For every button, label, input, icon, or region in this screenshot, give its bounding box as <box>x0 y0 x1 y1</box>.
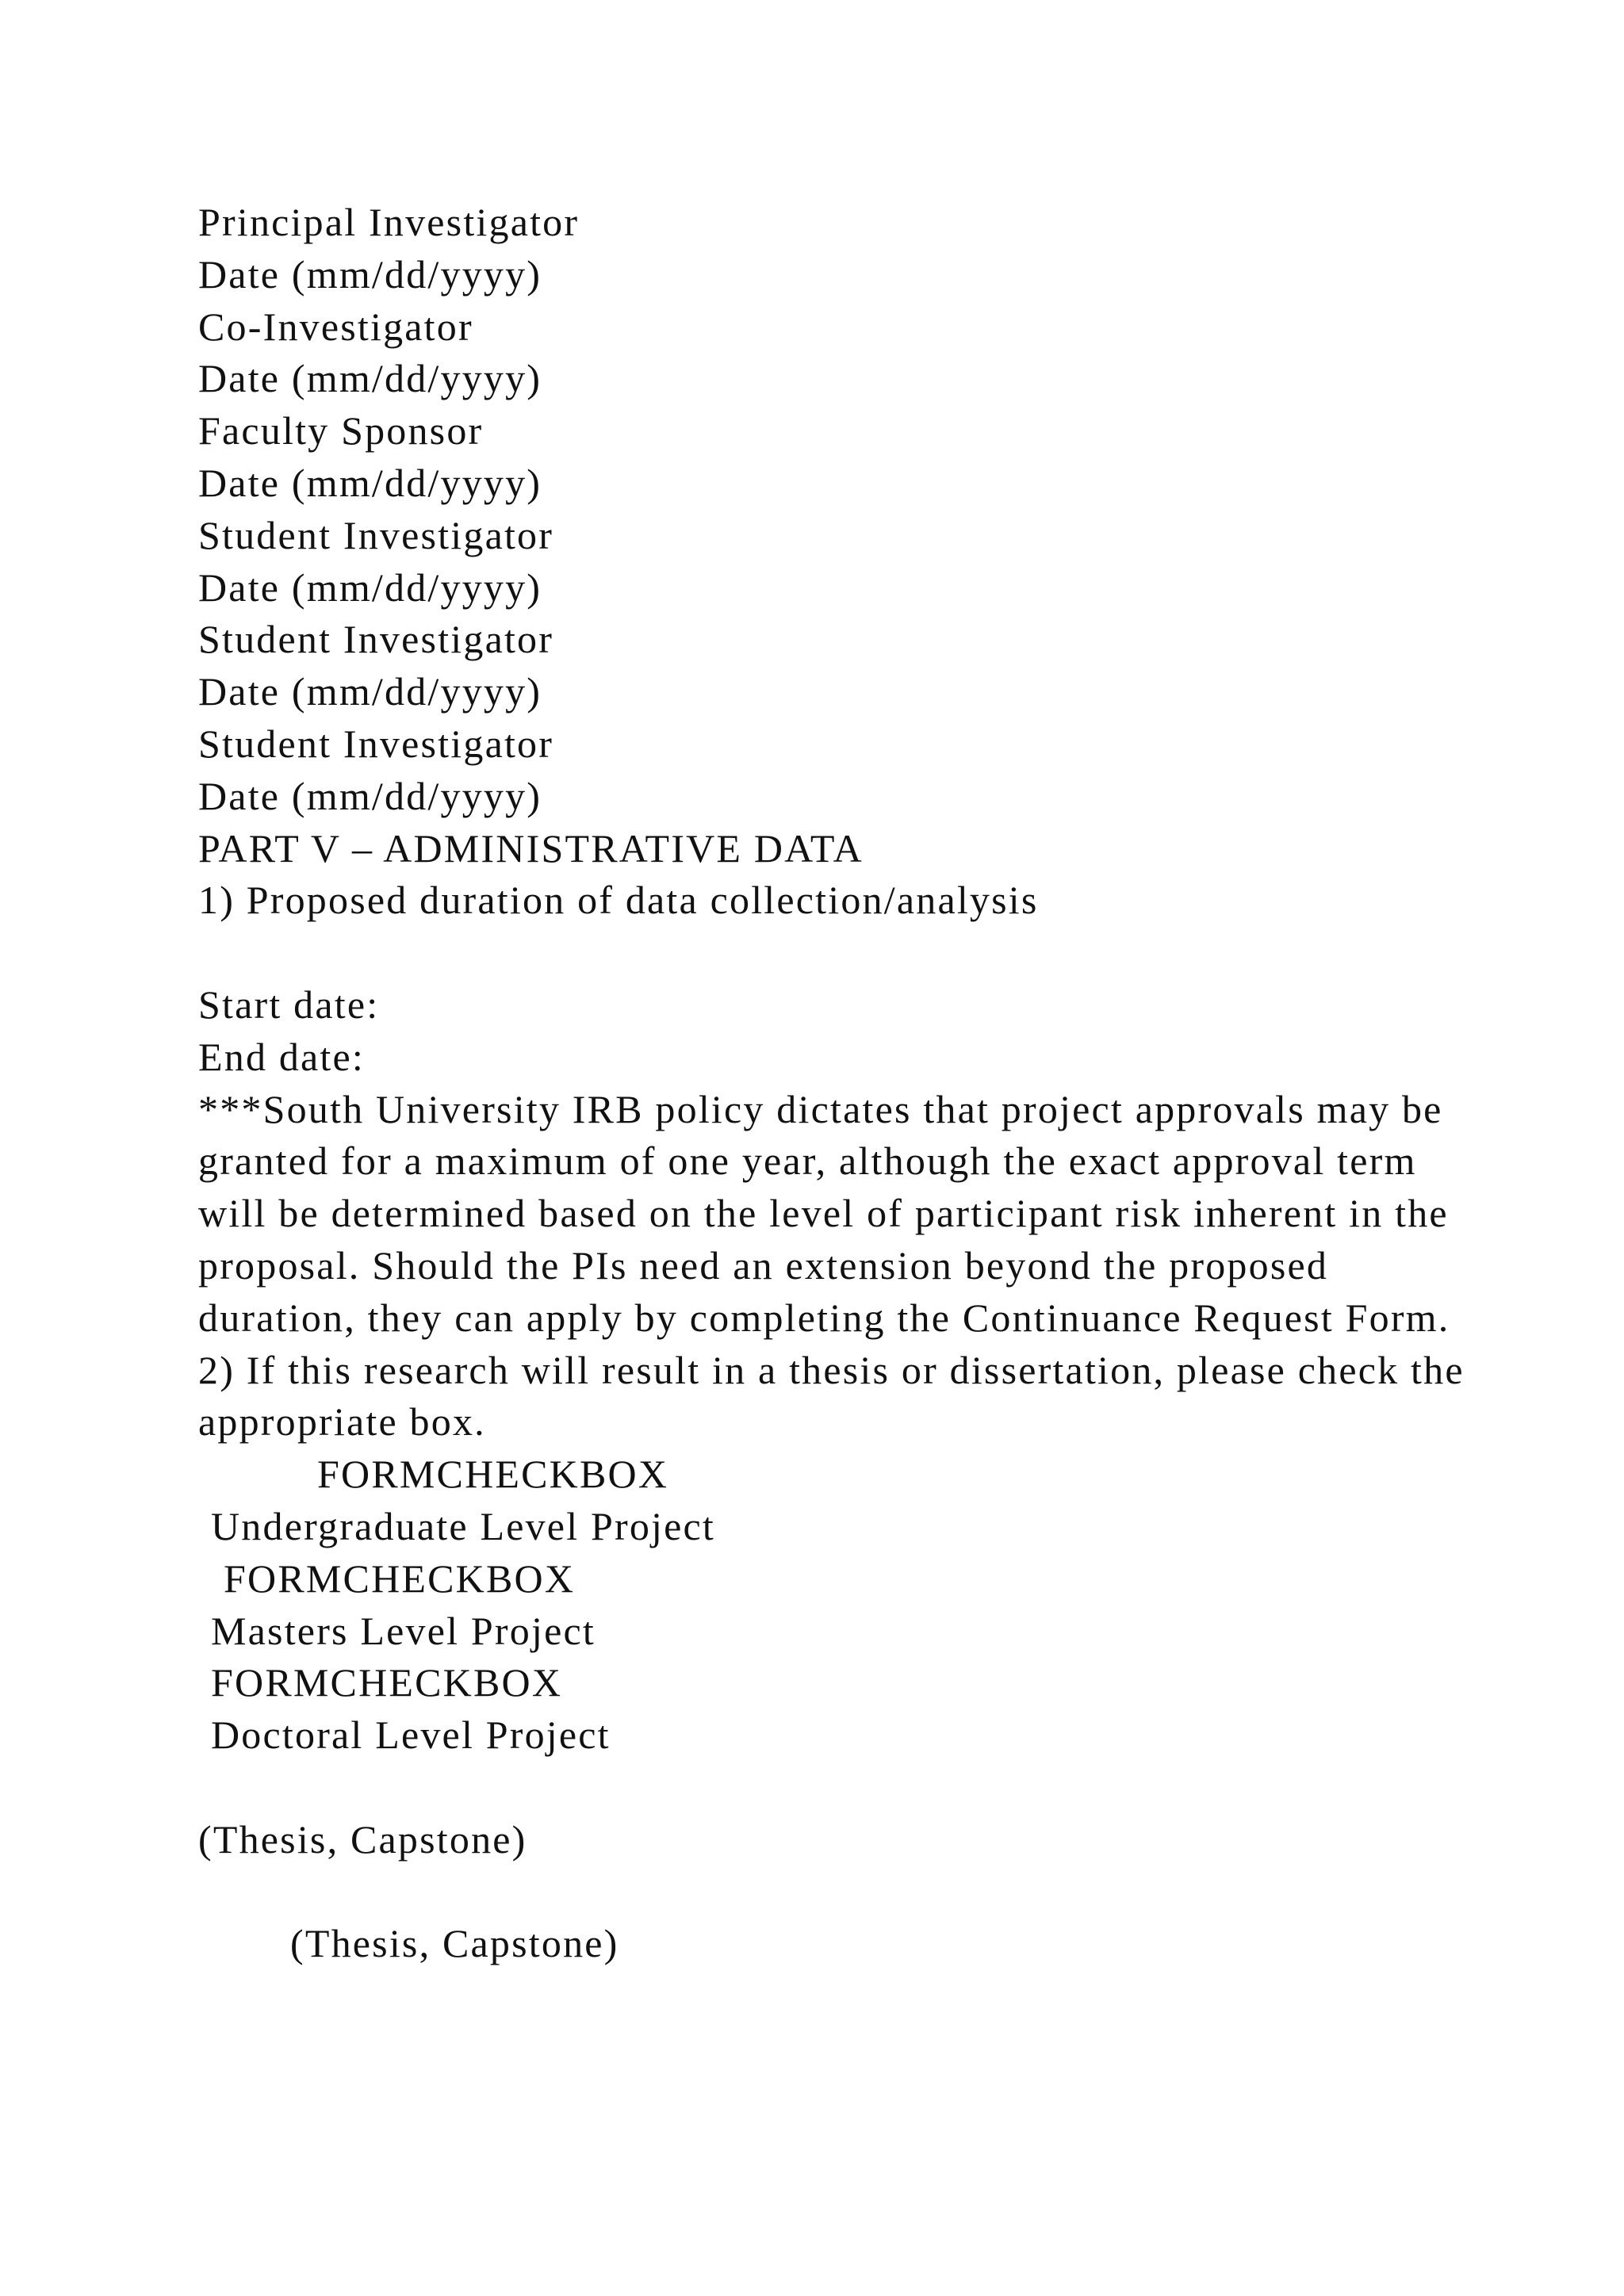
signature-role-student-investigator: Student Investigator <box>198 721 554 766</box>
signature-date-label: Date (mm/dd/yyyy) <box>198 773 542 818</box>
question-duration: 1) Proposed duration of data collection/analysis <box>198 878 1039 923</box>
spacer <box>198 1866 1507 1919</box>
start-date-label: Start date: <box>198 982 380 1027</box>
option-label-masters: Masters Level Project <box>211 1608 596 1653</box>
signature-date-label: Date (mm/dd/yyyy) <box>198 460 542 505</box>
spacer <box>198 927 1507 979</box>
end-date-label: End date: <box>198 1034 366 1079</box>
spacer <box>198 1762 1507 1814</box>
option-label-undergraduate: Undergraduate Level Project <box>211 1503 716 1548</box>
policy-note: ***South University IRB policy dictates that project approvals may be granted for a maximum of one year, although the exact approval term will be determined based on the level of participant risk inherent in the proposal. Should the PIs need an extension beyond the proposed duration, they can apply by completing the Continuance Request Form. <box>198 1086 1450 1340</box>
document-body <box>198 197 1507 1970</box>
checkbox-masters[interactable]: FORMCHECKBOX <box>224 1556 576 1601</box>
signature-date-label: Date (mm/dd/yyyy) <box>198 356 542 401</box>
signature-role-co-investigator: Co-Investigator <box>198 304 473 349</box>
option-label-doctoral: Doctoral Level Project <box>211 1712 611 1758</box>
signature-role-student-investigator: Student Investigator <box>198 512 554 557</box>
signature-date-label: Date (mm/dd/yyyy) <box>198 669 542 714</box>
signature-role-faculty-sponsor: Faculty Sponsor <box>198 408 484 453</box>
checkbox-doctoral[interactable]: FORMCHECKBOX <box>211 1660 563 1705</box>
signature-role-principal-investigator: Principal Investigator <box>198 200 580 244</box>
checkbox-undergraduate[interactable]: FORMCHECKBOX <box>317 1452 669 1497</box>
signature-date-label: Date (mm/dd/yyyy) <box>198 251 542 297</box>
thesis-capstone-note: (Thesis, Capstone) <box>198 1816 527 1862</box>
signature-date-label: Date (mm/dd/yyyy) <box>198 564 542 610</box>
signature-role-student-investigator: Student Investigator <box>198 617 554 662</box>
question-thesis: 2) If this research will result in a thesis or dissertation, please check the appropriate box. <box>198 1347 1465 1445</box>
thesis-capstone-note: (Thesis, Capstone) <box>290 1921 619 1966</box>
section-heading: PART V – ADMINISTRATIVE DATA <box>198 825 864 871</box>
